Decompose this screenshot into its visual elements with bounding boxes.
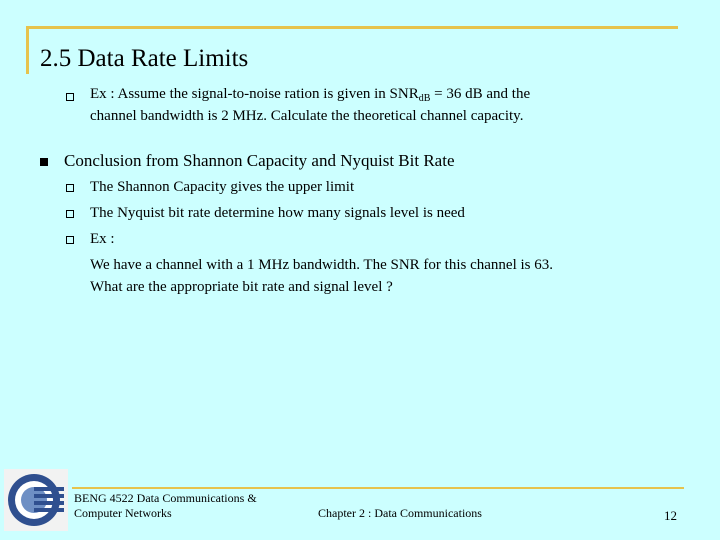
filled-square-bullet-icon <box>40 158 48 166</box>
hollow-square-bullet-icon <box>66 184 74 192</box>
footer-rule <box>72 487 684 489</box>
example1-suffix: = 36 dB and the <box>430 86 531 102</box>
example1-prefix: Ex : Assume the signal-to-noise ration is given in SNR <box>90 86 419 102</box>
example1-line2: channel bandwidth is 2 MHz. Calculate the theoretical channel capacity. <box>90 108 524 124</box>
footer-chapter: Chapter 2 : Data Communications <box>318 506 482 520</box>
footer-course-line1: BENG 4522 Data Communications & <box>74 491 257 505</box>
footer-course <box>74 491 257 521</box>
university-seal-logo-icon <box>4 469 68 531</box>
conclusion-heading: Conclusion from Shannon Capacity and Nyquist Bit Rate <box>64 151 455 170</box>
conclusion-item: Ex : <box>90 231 115 247</box>
slide-title: 2.5 Data Rate Limits <box>40 45 249 72</box>
hollow-square-bullet-icon <box>66 93 74 101</box>
conclusion-item: The Shannon Capacity gives the upper limit <box>90 179 355 195</box>
example2-line2: What are the appropriate bit rate and signal level ? <box>90 279 393 295</box>
title-frame-top-rule <box>26 26 678 29</box>
title-frame-left-rule <box>26 26 29 74</box>
hollow-square-bullet-icon <box>66 210 74 218</box>
footer-course-line2: Computer Networks <box>74 506 172 520</box>
example2-line1: We have a channel with a 1 MHz bandwidth. The SNR for this channel is 63. <box>90 257 553 273</box>
hollow-square-bullet-icon <box>66 236 74 244</box>
example1-line1 <box>90 84 530 105</box>
example1-subscript: dB <box>418 93 431 104</box>
page-number: 12 <box>664 508 677 523</box>
conclusion-item: The Nyquist bit rate determine how many signals level is need <box>90 205 465 221</box>
